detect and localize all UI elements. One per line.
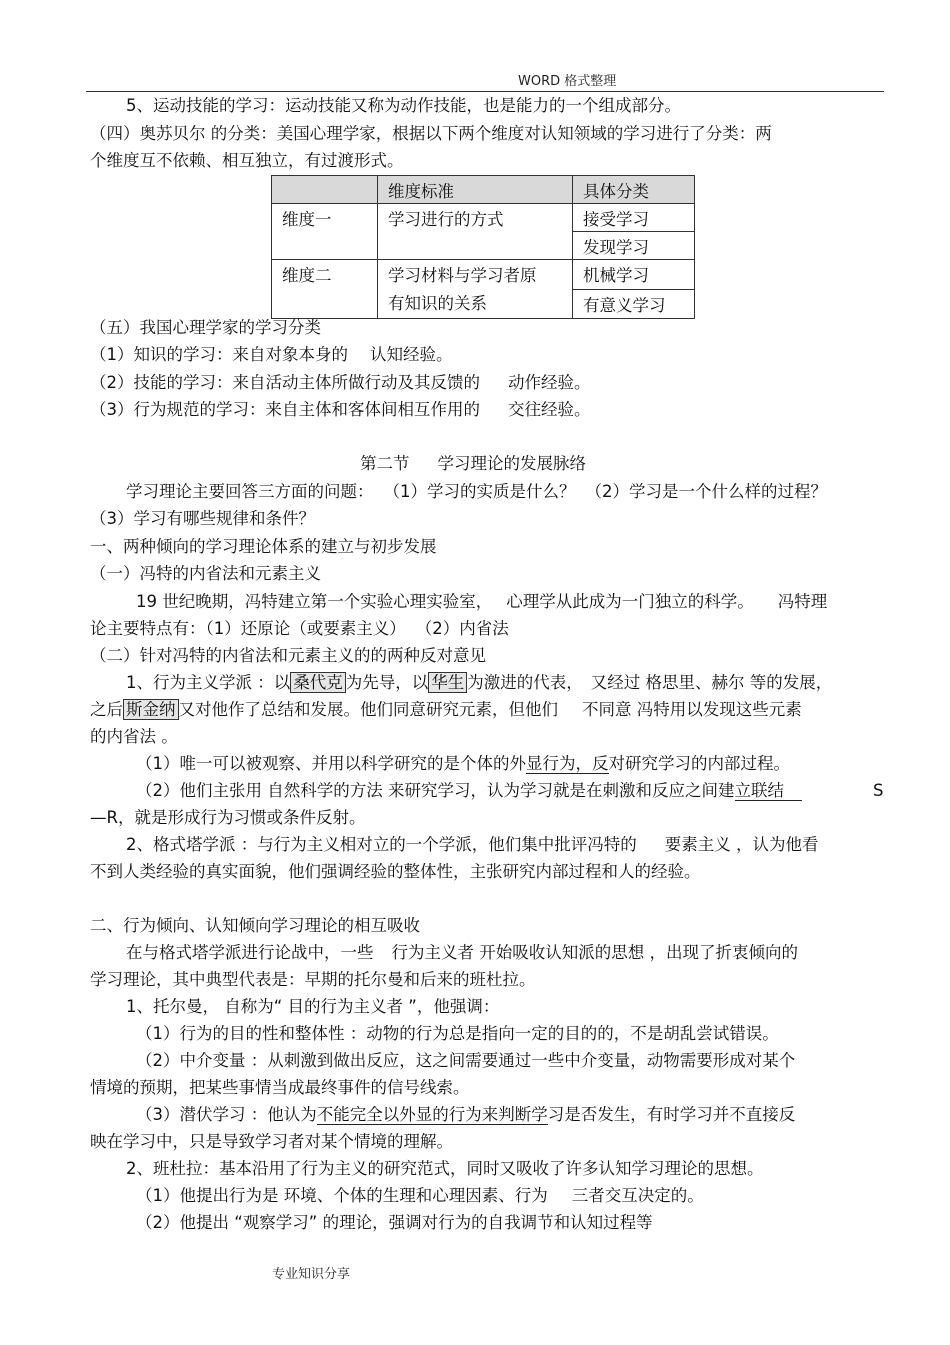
text-run: 。 (574, 373, 591, 392)
paragraph-line: （3）学习有哪些规律和条件？ (90, 509, 315, 528)
text-run: （2）内省法 (415, 619, 509, 638)
paragraph-line: （2）他提出 “观察学习” 的理论，强调对行为的自我调节和认知过程等 (136, 1213, 653, 1232)
text-run: 动作经验 (508, 373, 574, 392)
paragraph-line (90, 618, 509, 640)
paragraph-line: —R，就是形成行为习惯或条件反射。 (90, 808, 366, 827)
text-run: 行为主义者 开始吸收认知派的思想 ，出现了折衷倾向的 (391, 943, 798, 962)
section-heading: （二）针对冯特的内省法和元素主义的的两种反对意见 (90, 646, 486, 665)
paragraph-line: 个维度互不依赖、相互独立，有过渡形式。 (90, 151, 404, 170)
text-run: 学习理论主要回答三方面的问题： (126, 482, 374, 501)
page-footer: 专业知识分享 (272, 1267, 351, 1282)
table-cell: 维度一 (272, 204, 378, 260)
text-run: 之后 (90, 700, 123, 719)
table-header-cell: 维度标准 (378, 176, 573, 204)
table-row (272, 204, 695, 232)
paragraph-line: 映在学习中，只是导致学习者对某个情境的理解。 (90, 1132, 453, 1151)
text-run: 2、格式塔学派 ：与行为主义相对立的一个学派，他们集中批评冯特的 (126, 835, 637, 854)
paragraph-line: （1）行为的目的性和整体性 ：动物的行为总是指向一定的目的的，不是胡乱尝试错误。 (136, 1024, 779, 1043)
text-run: 又对他作了总结和发展。他们同意研究元素，但他们 (178, 700, 558, 719)
text-run: （1）他提出行为是 环境、个体的生理和心理因素、行为 (136, 1186, 548, 1205)
text-run: 1、行为主义学派 ：以 (126, 673, 291, 692)
paragraph-line (126, 942, 798, 964)
text-run: 在与格式塔学派进行论战中，一些 (126, 943, 374, 962)
text-run: 论主要特点有：（1）还原论（或要素主义） (90, 619, 406, 638)
text-run: （3）潜伏学习 ：他认为 (136, 1105, 317, 1124)
table-cell: 接受学习 (573, 204, 695, 232)
text-run: 19 世纪晚期，冯特建立第一个实验心理实验室， (136, 592, 493, 611)
table-header-cell: 具体分类 (573, 176, 695, 204)
text-run: （2）学习是一个什么样的过程？ (585, 482, 827, 501)
table-cell-line: 有知识的关系 (388, 294, 487, 313)
paragraph-line (126, 672, 832, 694)
paragraph-line: 不到人类经验的真实面貌，他们强调经验的整体性，主张研究内部过程和人的经验。 (90, 862, 701, 881)
paragraph-line: 的内省法 。 (90, 727, 178, 746)
paragraph-line (90, 399, 591, 421)
text-run: （2）技能的学习：来自活动主体所做行动及其反馈的 (90, 373, 480, 392)
paragraph-line (136, 591, 827, 613)
paragraph-line (136, 1104, 795, 1126)
table-cell: 学习进行的方式 (378, 204, 573, 260)
underlined-text: 显行为，反 (526, 754, 609, 773)
table-cell-line: 学习材料与学习者原 (388, 266, 537, 285)
section-title (360, 453, 586, 475)
table-cell: 有意义学习 (573, 289, 695, 319)
paragraph-line (126, 481, 827, 503)
paragraph-line: 情境的预期，把某些事情当成最终事件的信号线索。 (90, 1078, 470, 1097)
text-run: （2）他们主张用 自然科学的方法 来研究学习，认为学习就是在刺激和反应之间建 (136, 781, 735, 800)
text-run: （3）行为规范的学习：来自主体和客体间相互作用的 (90, 400, 480, 419)
table-header-cell (272, 176, 378, 204)
text-run: 。 (574, 400, 591, 419)
section-heading: （一）冯特的内省法和元素主义 (90, 564, 321, 583)
paragraph-line: 5、运动技能的学习：运动技能又称为动作技能，也是能力的一个组成部分。 (126, 96, 681, 115)
section-heading: 一、两种倾向的学习理论体系的建立与初步发展 (90, 537, 437, 556)
paragraph-line: 2、班杜拉：基本沿用了行为主义的研究范式，同时又吸收了许多认知学习理论的思想。 (126, 1159, 764, 1178)
text-run: 冯特理 (777, 592, 828, 611)
section-heading: 二、行为倾向、认知倾向学习理论的相互吸收 (90, 916, 420, 935)
paragraph-line (136, 780, 802, 802)
paragraph-line: （2）中介变量 ：从刺激到做出反应，这之间需要通过一些中介变量，动物需要形成对某个 (136, 1051, 796, 1070)
text-run: 为先导，以 (345, 673, 429, 692)
page-header: WORD 格式整理 (518, 74, 617, 89)
text-run: 心理学从此成为一门独立的科学。 (506, 592, 754, 611)
table-cell: 机械学习 (573, 260, 695, 290)
underlined-text: 立联结 (735, 781, 803, 801)
paragraph-line: 1、托尔曼， 自称为“ 目的行为主义者 ”，他强调： (126, 997, 500, 1016)
paragraph-line (136, 1185, 704, 1207)
text-run: 习是否发生，有时学习并不直接反 (547, 1105, 796, 1124)
text-run: 要素主义 ，认为他看 (664, 835, 819, 854)
highlighted-name: 华生 (428, 672, 467, 693)
highlighted-name: 桑代克 (290, 672, 346, 693)
text-run: （1）唯一可以被观察、并用以科学研究的是个体的外 (136, 754, 526, 773)
text-run: 为激进的代表， (467, 673, 583, 692)
paragraph-line (136, 753, 790, 775)
classification-table (271, 175, 695, 319)
text-run: 交往经验 (508, 400, 574, 419)
table-cell (378, 260, 573, 319)
text-run: 又经过 格思里、赫尔 等的发展， (590, 673, 833, 692)
header-rule (86, 91, 884, 92)
text-run: 三者交互决定的。 (571, 1186, 704, 1205)
paragraph-line (126, 834, 819, 856)
table-cell: 发现学习 (573, 232, 695, 260)
text-run: 学习理论的发展脉络 (437, 454, 586, 473)
section-heading: （五）我国心理学家的学习分类 (90, 318, 321, 337)
paragraph-line (90, 344, 453, 366)
text-run: 对研究学习的内部过程。 (608, 754, 790, 773)
paragraph-line: 学习理论，其中典型代表是：早期的托尔曼和后来的班杜拉。 (90, 970, 536, 989)
text-run: 认知经验 (370, 345, 436, 364)
paragraph-line: S (873, 781, 884, 800)
text-run: （1）知识的学习：来自对象本身的 (90, 345, 348, 364)
text-run: （1）学习的实质是什么？ (383, 482, 576, 501)
paragraph-line: （四）奥苏贝尔 的分类：美国心理学家，根据以下两个维度对认知领域的学习进行了分类：两 (90, 124, 772, 143)
table-cell: 维度二 (272, 260, 378, 319)
text-run: 第二节 (360, 454, 410, 473)
table-header-row (272, 176, 695, 204)
highlighted-name: 斯金纳 (123, 699, 179, 720)
paragraph-line (90, 372, 591, 394)
table-row (272, 260, 695, 290)
underlined-text: 不能完全以外显的行为来判断学 (316, 1105, 548, 1124)
paragraph-line (90, 699, 802, 721)
text-run: 。 (436, 345, 453, 364)
text-run: 不同意 冯特用以发现这些元素 (582, 700, 802, 719)
